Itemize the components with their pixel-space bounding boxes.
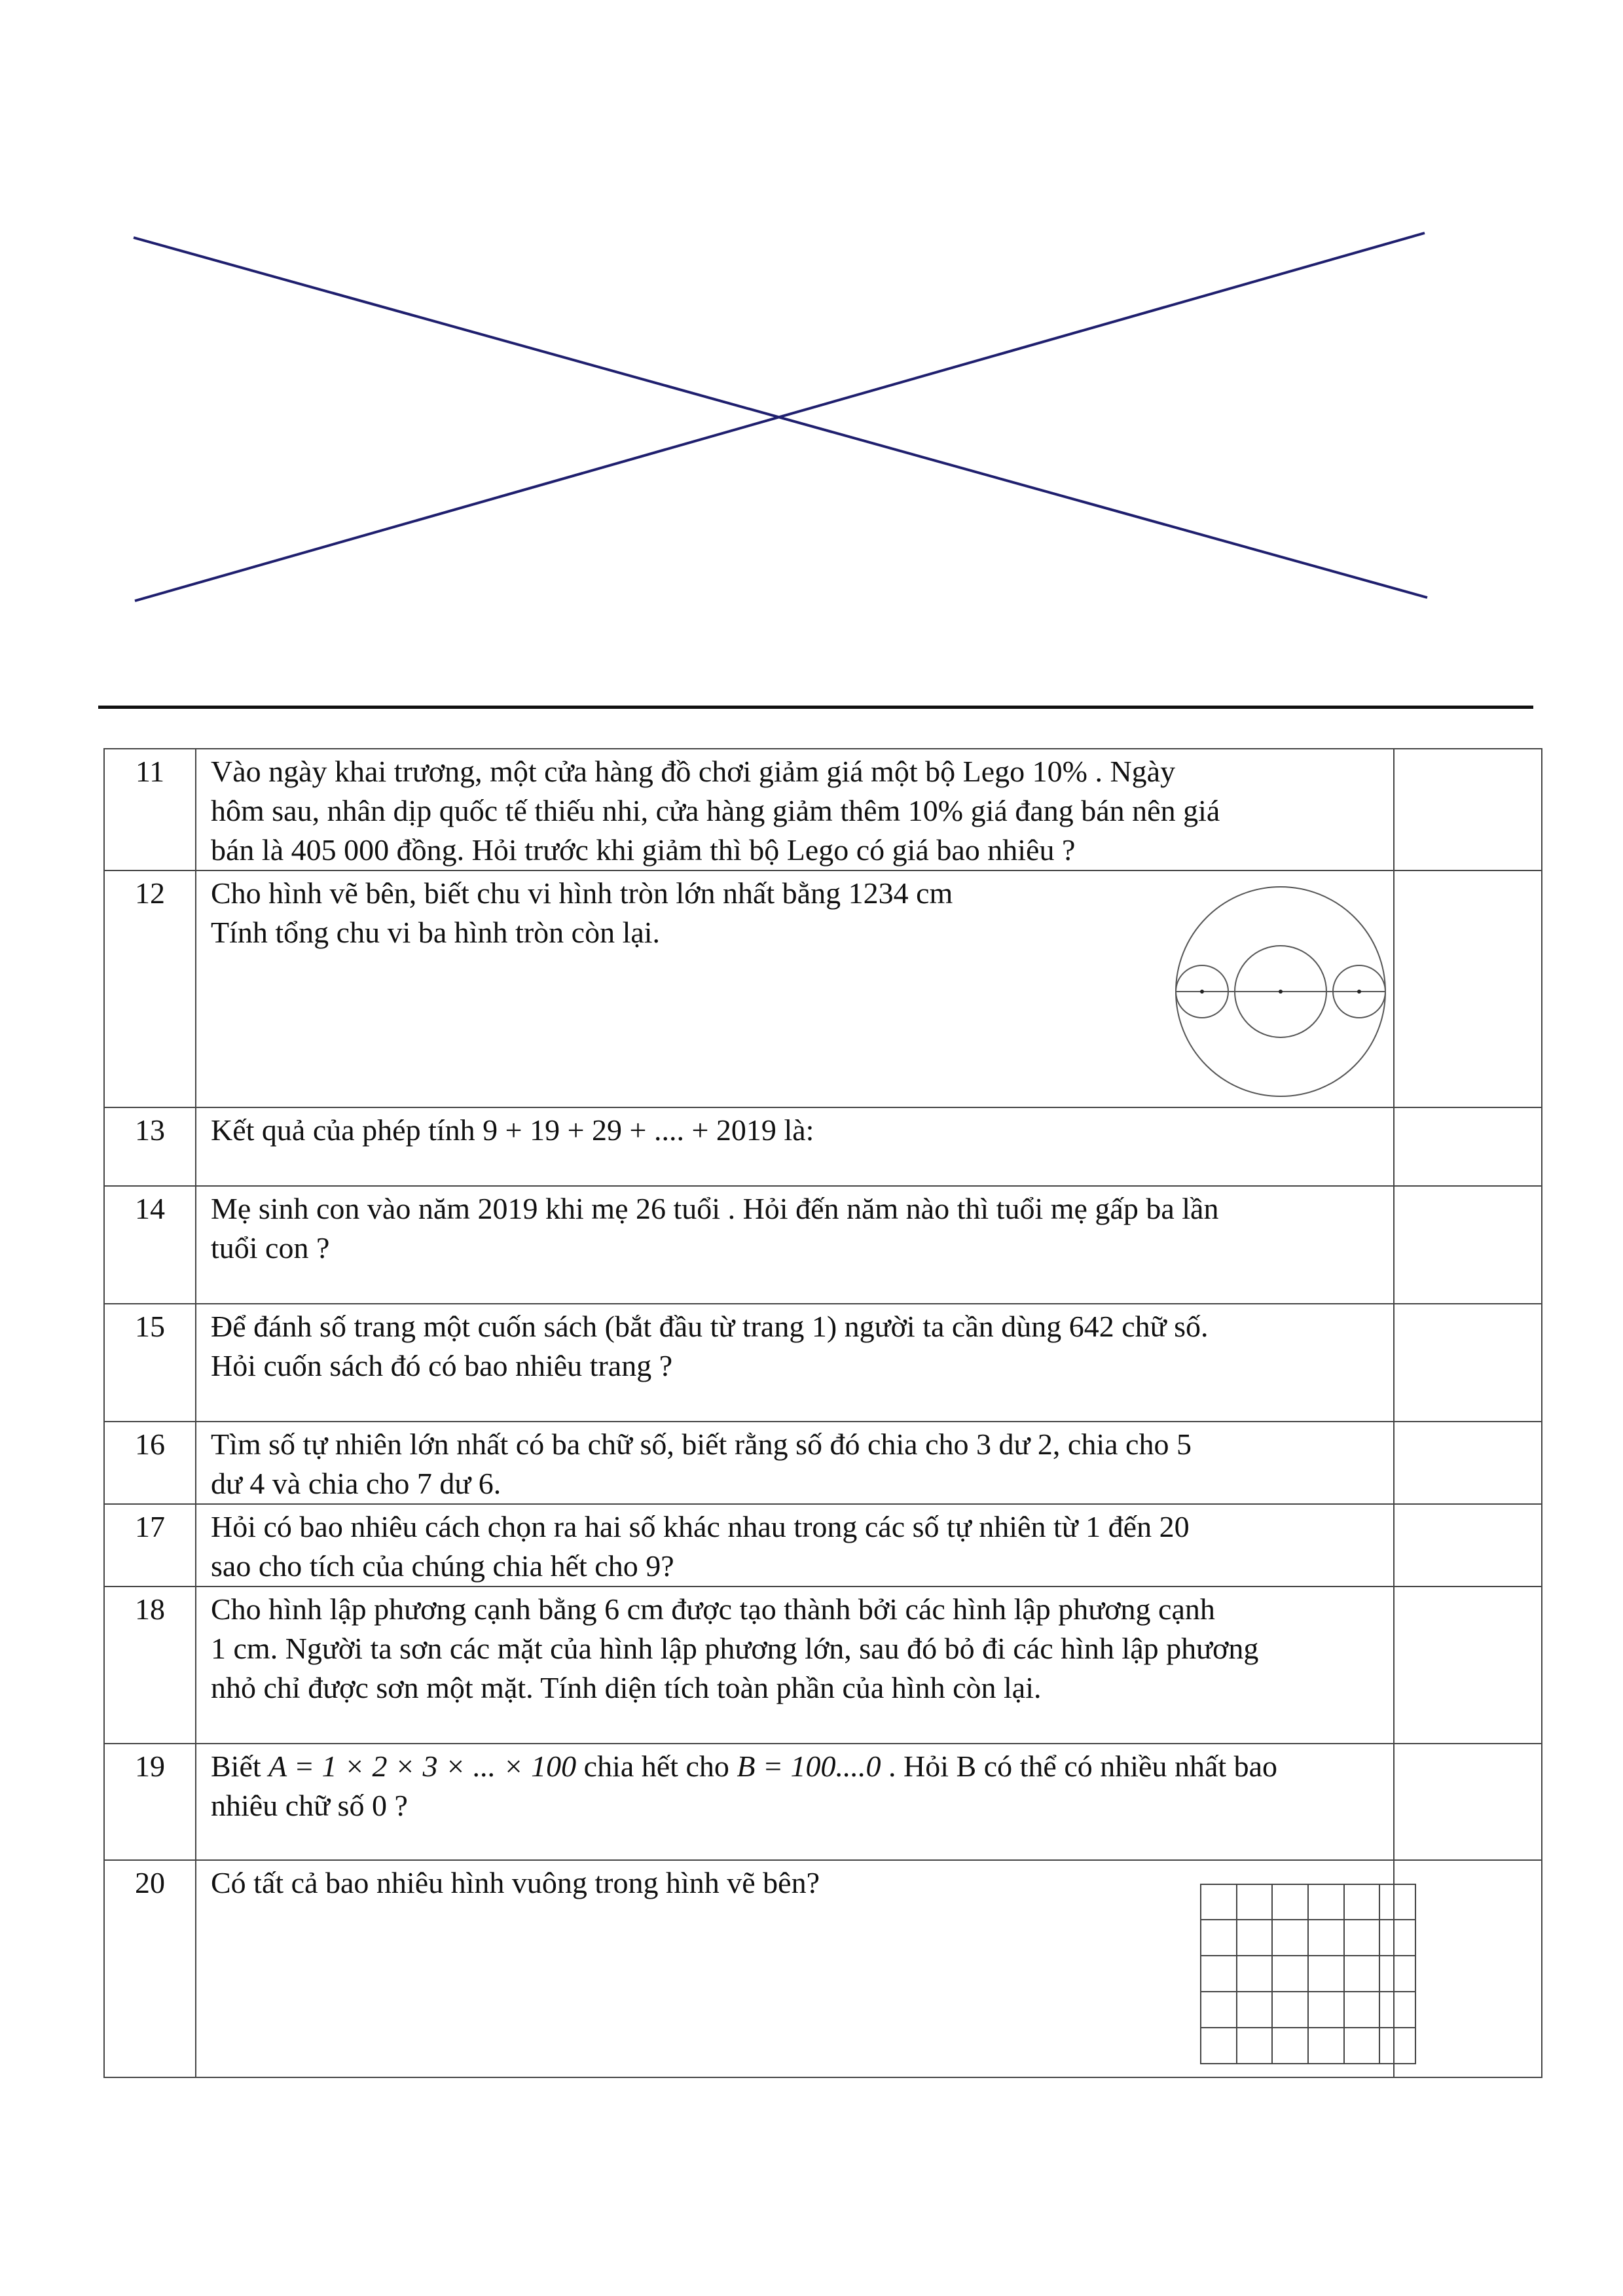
answer-cell[interactable] [1394,1422,1542,1504]
questions-table [103,748,1542,2078]
question-number: 16 [104,1422,196,1504]
math-expression: A = 1 × 2 × 3 × ... × 100 [268,1749,577,1783]
answer-cell[interactable] [1394,1504,1542,1587]
answer-cell[interactable] [1394,749,1542,870]
crossed-out-area [0,0,1623,655]
math-expression: 9 + 19 + 29 + .... + 2019 [483,1113,776,1147]
square-grid-icon [1197,1880,1419,2070]
table-row [104,1504,1542,1587]
question-number: 17 [104,1504,196,1587]
question-text: Để đánh số trang một cuốn sách (bắt đầu từ trang 1) người ta cần dùng 642 chữ số. Hỏi cuốn sách đó có bao nhiêu trang ? [196,1304,1394,1422]
table-row [104,749,1542,870]
table-row [104,1186,1542,1304]
answer-cell[interactable] [1394,1304,1542,1422]
answer-cell[interactable] [1394,1107,1542,1186]
question-text: Cho hình vẽ bên, biết chu vi hình tròn lớn nhất bằng 1234 cm Tính tổng chu vi ba hình tròn còn lại. [196,870,1394,1107]
table-row [104,1860,1542,2077]
math-expression: B = 100....0 [737,1749,881,1783]
table-row [104,1422,1542,1504]
cross-line-2 [135,233,1425,601]
answer-cell[interactable] [1394,870,1542,1107]
answer-cell[interactable] [1394,1186,1542,1304]
question-text: Có tất cả bao nhiêu hình vuông trong hình vẽ bên? [196,1860,1394,2077]
horizontal-rule [98,706,1533,709]
question-number: 19 [104,1744,196,1860]
question-number: 13 [104,1107,196,1186]
question-text: Tìm số tự nhiên lớn nhất có ba chữ số, biết rằng số đó chia cho 3 dư 2, chia cho 5 dư 4 và chia cho 7 dư 6. [196,1422,1394,1504]
question-number: 15 [104,1304,196,1422]
question-number: 11 [104,749,196,870]
circle-diagram-icon [1169,880,1392,1103]
answer-cell[interactable] [1394,1744,1542,1860]
table-row [104,1304,1542,1422]
question-number: 20 [104,1860,196,2077]
question-text: Cho hình lập phương cạnh bằng 6 cm được tạo thành bởi các hình lập phương cạnh 1 cm. Người ta sơn các mặt của hình lập phương lớn, sau đó bỏ đi các hình lập phương nhỏ chỉ được sơn một mặt. Tính diện tích toàn phần của hình còn lại. [196,1587,1394,1744]
question-number: 18 [104,1587,196,1744]
question-text: Kết quả của phép tính 9 + 19 + 29 + .... + 2019 là: [196,1107,1394,1186]
table-row [104,1587,1542,1744]
table-row [104,1107,1542,1186]
table-row [104,870,1542,1107]
question-text: Hỏi có bao nhiêu cách chọn ra hai số khác nhau trong các số tự nhiên từ 1 đến 20 sao cho tích của chúng chia hết cho 9? [196,1504,1394,1587]
question-text: Biết A = 1 × 2 × 3 × ... × 100 chia hết cho B = 100....0 . Hỏi B có thể có nhiều nhất bao nhiêu chữ số 0 ? [196,1744,1394,1860]
question-text: Vào ngày khai trương, một cửa hàng đồ chơi giảm giá một bộ Lego 10% . Ngày hôm sau, nhân dịp quốc tế thiếu nhi, cửa hàng giảm thêm 10% giá đang bán nên giá bán là 405 000 đồng. Hỏi trước khi giảm thì bộ Lego có giá bao nhiêu ? [196,749,1394,870]
answer-cell[interactable] [1394,1587,1542,1744]
question-number: 12 [104,870,196,1107]
question-text: Mẹ sinh con vào năm 2019 khi mẹ 26 tuổi . Hỏi đến năm nào thì tuổi mẹ gấp ba lần tuổi con ? [196,1186,1394,1304]
question-number: 14 [104,1186,196,1304]
table-row [104,1744,1542,1860]
